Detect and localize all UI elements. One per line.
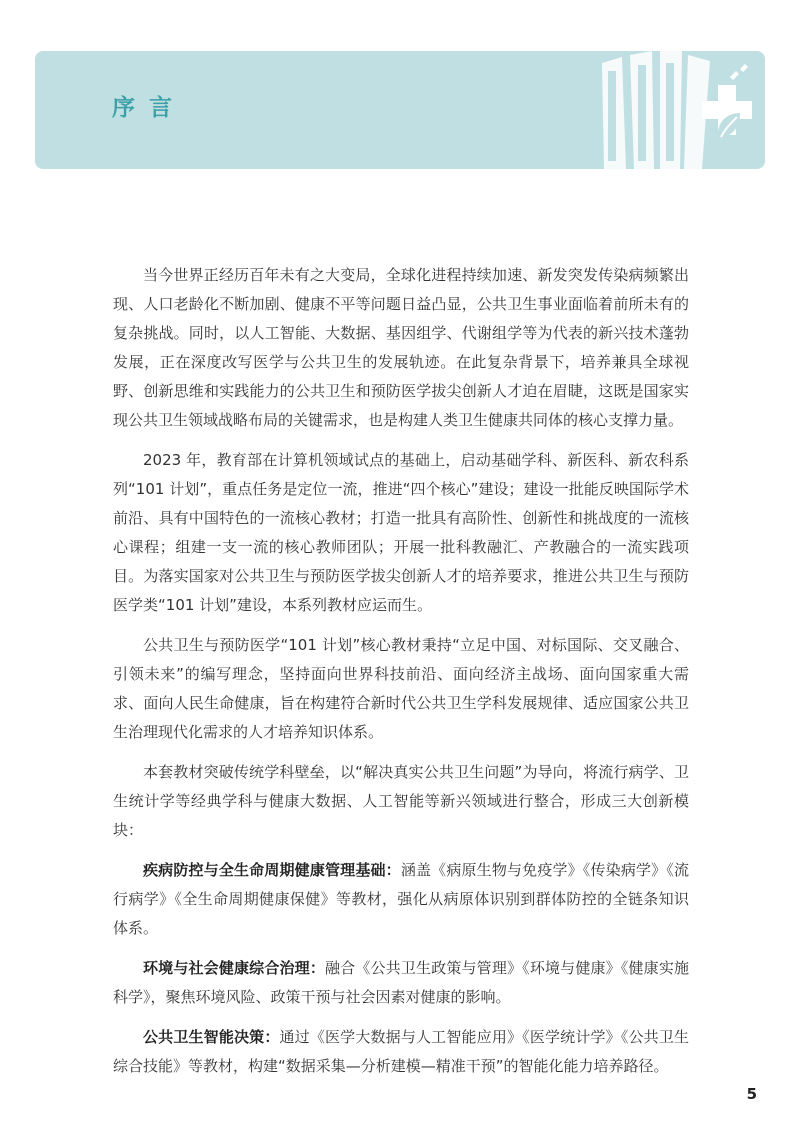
paragraph-2 bbox=[113, 446, 689, 620]
module-2-title: 环境与社会健康综合治理： bbox=[143, 959, 325, 977]
paragraph-1-text: 当今世界正经历百年未有之大变局，全球化进程持续加速、新发突发传染病频繁出现、人口老龄化不断加剧、健康不平等问题日益凸显，公共卫生事业面临着前所未有的复杂挑战。同时，以人工智能、大数据、基因组学、代谢组学等为代表的新兴技术蓬勃发展，正在深度改写医学与公共卫生的发展轨迹。在此复杂背景下，培养兼具全球视野、创新思维和实践能力的公共卫生和预防医学拔尖创新人才迫在眉睫，这既是国家实现公共卫生领域战略布局的关键需求，也是构建人类卫生健康共同体的核心支撑力量。 bbox=[113, 266, 689, 429]
chapter-header-banner bbox=[35, 51, 765, 169]
module-2-paragraph bbox=[113, 954, 689, 1012]
preface-body bbox=[113, 261, 689, 1092]
module-3-title: 公共卫生智能决策： bbox=[143, 1028, 280, 1046]
paragraph-1 bbox=[113, 261, 689, 435]
module-1-text: 涵盖《病原生物与免疫学》《传染病学》《流行病学》《全生命周期健康保健》等教材，强化从病原体识别到群体防控的全链条知识体系。 bbox=[113, 861, 689, 937]
page-number: 5 bbox=[746, 1085, 757, 1103]
paragraph-4-text: 本套教材突破传统学科壁垒，以“解决真实公共卫生问题”为导向，将流行病学、卫生统计学等经典学科与健康大数据、人工智能等新兴领域进行整合，形成三大创新模块： bbox=[113, 763, 689, 839]
paragraph-2-text: 2023 年，教育部在计算机领域试点的基础上，启动基础学科、新医科、新农科系列“101 计划”，重点任务是定位一流，推进“四个核心”建设；建设一批能反映国际学术前沿、具有中国特色的一流核心教材；打造一批具有高阶性、创新性和挑战度的一流核心课程；组建一支一流的核心教师团队；开展一批科教融汇、产教融合的一流实践项目。为落实国家对公共卫生与预防医学拔尖创新人才的培养要求，推进公共卫生与预防医学类“101 计划”建设，本系列教材应运而生。 bbox=[113, 451, 689, 614]
module-2-text: 融合《公共卫生政策与管理》《环境与健康》《健康实施科学》，聚焦环境风险、政策干预与社会因素对健康的影响。 bbox=[113, 959, 689, 1006]
module-1-title: 疾病防控与全生命周期健康管理基础： bbox=[143, 861, 401, 879]
paragraph-3-text: 公共卫生与预防医学“101 计划”核心教材秉持“立足中国、对标国际、交叉融合、引领未来”的编写理念，坚持面向世界科技前沿、面向经济主战场、面向国家重大需求、面向人民生命健康，旨在构建符合新时代公共卫生学科发展规律、适应国家公共卫生治理现代化需求的人才培养知识体系。 bbox=[113, 636, 689, 741]
decorative-books-cross-leaf-icon bbox=[590, 51, 765, 169]
paragraph-3 bbox=[113, 631, 689, 747]
module-3-text: 通过《医学大数据与人工智能应用》《医学统计学》《公共卫生综合技能》等教材，构建“数据采集—分析建模—精准干预”的智能化能力培养路径。 bbox=[113, 1028, 689, 1075]
paragraph-4 bbox=[113, 758, 689, 845]
chapter-title: 序言 bbox=[112, 95, 186, 121]
module-1-paragraph bbox=[113, 856, 689, 943]
module-3-paragraph bbox=[113, 1023, 689, 1081]
